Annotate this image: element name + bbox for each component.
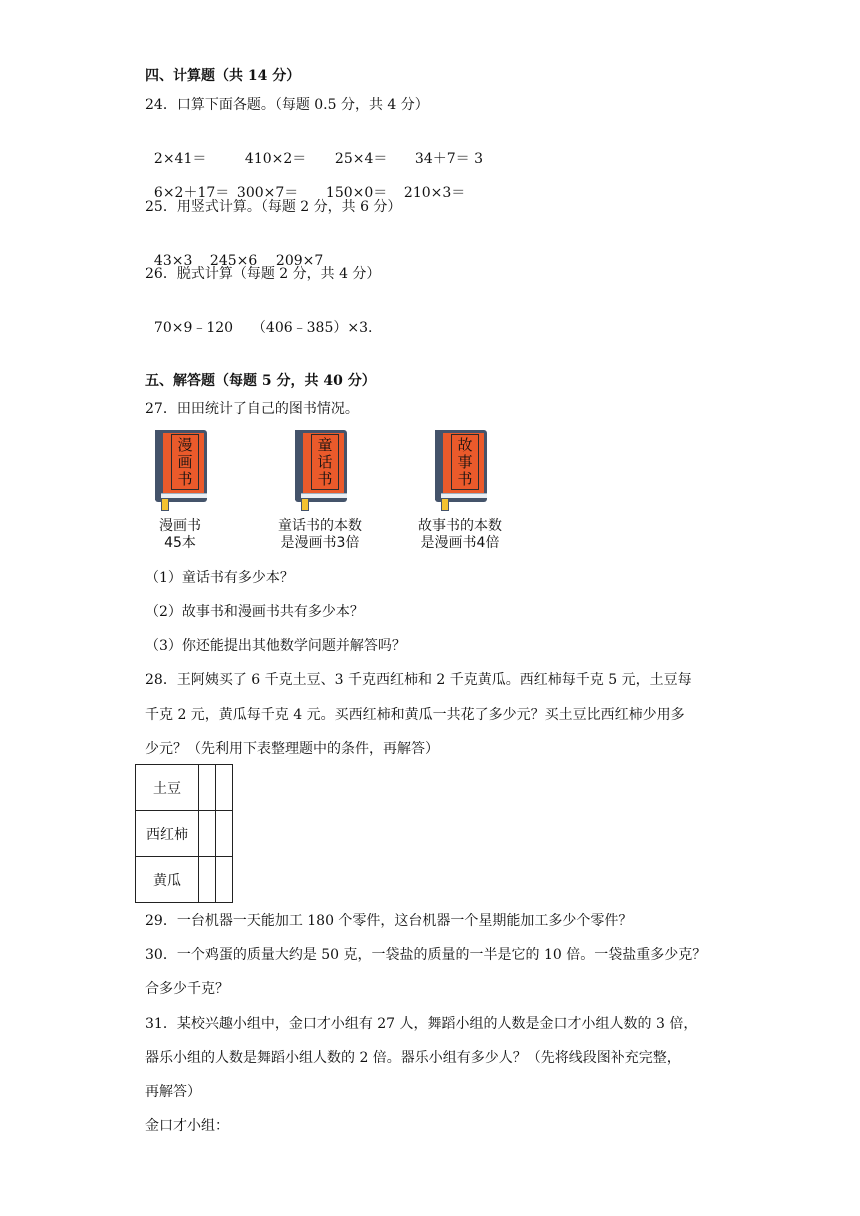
q24-title: 24．口算下面各题。（每题 0.5 分，共 4 分）	[145, 97, 429, 113]
caption-line1: 童话书的本数	[278, 518, 362, 534]
q27-title: 27．田田统计了自己的图书情况。	[145, 401, 359, 417]
table-cell-blank[interactable]	[199, 811, 216, 857]
caption-line2: 45本	[164, 535, 196, 551]
q25-title: 25．用竖式计算。（每题 2 分，共 6 分）	[145, 199, 402, 215]
q28-line2: 千克 2 元，黄瓜每千克 4 元。买西红柿和黄瓜一共花了多少元？买土豆比西红柿少用多	[145, 707, 685, 723]
q25-item: 245×6	[209, 253, 258, 269]
section5-heading: 五、解答题（每题 5 分，共 40 分）	[145, 373, 376, 389]
caption-line1: 漫画书	[159, 518, 201, 534]
q28-line3: 少元？（先利用下表整理题中的条件，再解答）	[145, 741, 439, 757]
q24-item: 25×4＝	[334, 151, 388, 167]
q28-line1: 28．王阿姨买了 6 千克土豆、3 千克西红柿和 2 千克黄瓜。西红柿每千克 5 元，土豆每	[145, 672, 692, 688]
book-fairytale-caption	[265, 518, 375, 552]
q26-items	[145, 298, 372, 338]
table-row	[136, 811, 233, 857]
book-spine	[435, 430, 443, 500]
book-label: 漫画书	[171, 434, 199, 490]
table-cell-label: 土豆	[136, 765, 199, 811]
book-spine	[155, 430, 163, 500]
q26-title: 26．脱式计算（每题 2 分，共 4 分）	[145, 266, 381, 282]
q24-item: 2×41＝	[153, 151, 207, 167]
q24-item: 150×0＝	[325, 185, 388, 201]
q30-line1: 30．一个鸡蛋的质量大约是 50 克，一袋盐的质量的一半是它的 10 倍。一袋盐重多少克？	[145, 947, 707, 963]
table-cell-blank[interactable]	[216, 765, 233, 811]
q30-line2: 合多少千克？	[145, 981, 229, 997]
caption-line2: 是漫画书3倍	[280, 535, 360, 551]
table-row	[136, 857, 233, 903]
q27-sub3: （3）你还能提出其他数学问题并解答吗？	[145, 638, 406, 654]
bookmark-icon	[301, 498, 309, 511]
table-row	[136, 765, 233, 811]
table-cell-blank[interactable]	[199, 765, 216, 811]
table-cell-label: 黄瓜	[136, 857, 199, 903]
table-cell-blank[interactable]	[199, 857, 216, 903]
book-label: 童话书	[311, 434, 339, 490]
book-comics-caption	[140, 518, 220, 552]
q24-item: 300×7＝	[236, 185, 299, 201]
q31-line3: 再解答）	[145, 1084, 201, 1100]
q26-item: 70×9﹣120	[153, 320, 234, 336]
q28-table	[135, 764, 233, 903]
book-spine	[295, 430, 303, 500]
caption-line1: 故事书的本数	[418, 518, 502, 534]
section4-heading: 四、计算题（共 14 分）	[145, 68, 301, 84]
book-label: 故事书	[451, 434, 479, 490]
bookmark-icon	[161, 498, 169, 511]
bookmark-icon	[441, 498, 449, 511]
q31-line1: 31．某校兴趣小组中，金口才小组有 27 人，舞蹈小组的人数是金口才小组人数的 3 倍，	[145, 1016, 698, 1032]
q25-item: 209×7	[275, 253, 324, 269]
q24-item: 34＋7＝ 3	[414, 151, 483, 167]
q25-item: 43×3	[153, 253, 193, 269]
caption-line2: 是漫画书4倍	[420, 535, 500, 551]
q24-item: 410×2＝	[244, 151, 307, 167]
q31-line2: 器乐小组的人数是舞蹈小组人数的 2 倍。器乐小组有多少人？（先将线段图补充完整，	[145, 1050, 681, 1066]
q27-sub2: （2）故事书和漫画书共有多少本？	[145, 604, 364, 620]
q24-item: 210×3＝	[403, 185, 466, 201]
table-cell-blank[interactable]	[216, 811, 233, 857]
q29: 29．一台机器一天能加工 180 个零件，这台机器一个星期能加工多少个零件？	[145, 913, 633, 929]
q27-sub1: （1）童话书有多少本？	[145, 570, 294, 586]
table-cell-label: 西红柿	[136, 811, 199, 857]
q24-item: 6×2＋17＝	[153, 185, 230, 201]
book-story-caption	[405, 518, 515, 552]
q31-line4: 金口才小组：	[145, 1118, 229, 1134]
q26-item: （406﹣385）×3.	[251, 320, 373, 336]
table-cell-blank[interactable]	[216, 857, 233, 903]
